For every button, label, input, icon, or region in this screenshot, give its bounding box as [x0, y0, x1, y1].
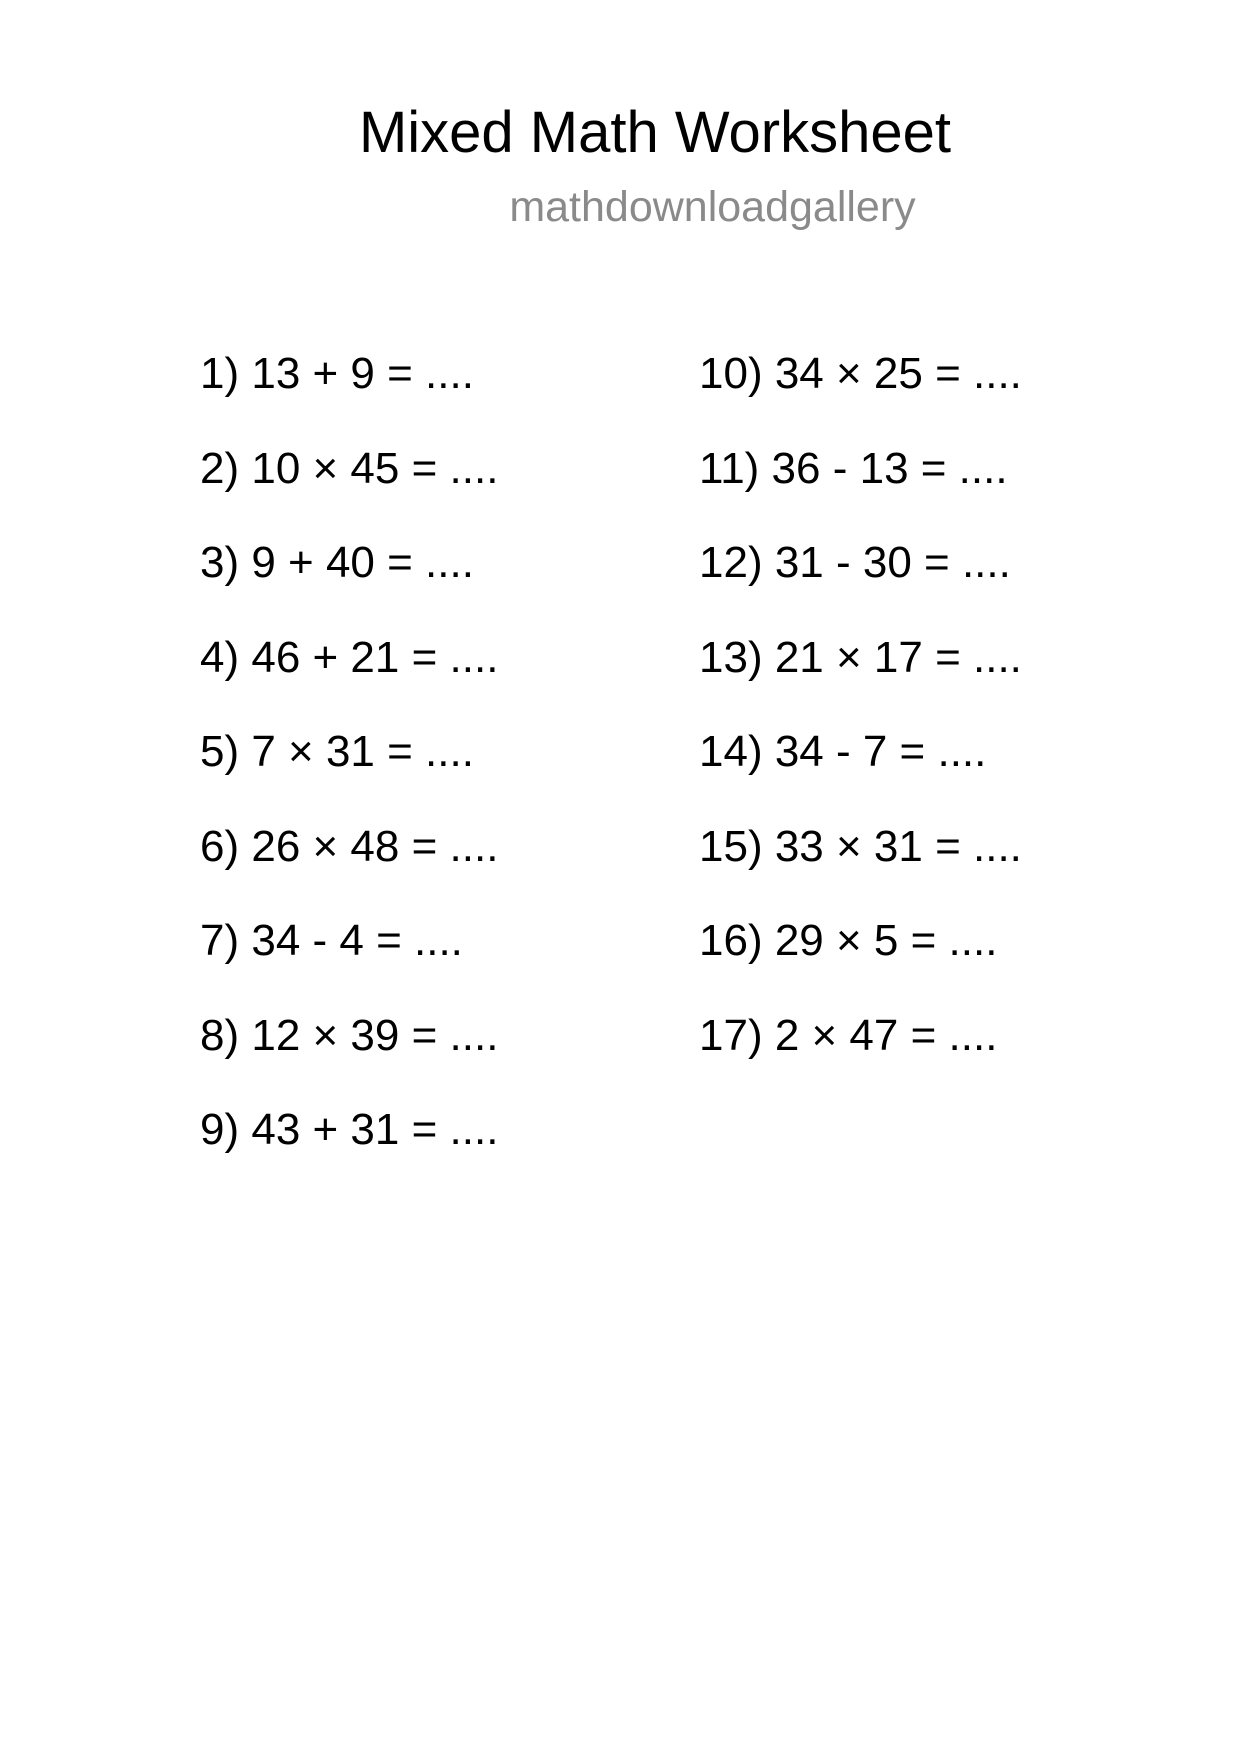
page-subtitle: mathdownloadgallery [509, 183, 916, 231]
problem-item: 17) 2 × 47 = .... [699, 1010, 998, 1060]
problem-item: 3) 9 + 40 = .... [200, 538, 474, 587]
problem-item: 6) 26 × 48 = .... [200, 821, 499, 871]
problem-item: 11) 36 - 13 = .... [699, 443, 1008, 493]
problem-item: 5) 7 × 31 = .... [200, 727, 474, 776]
problem-column-left [200, 345, 498, 1196]
problem-item: 12) 31 - 30 = .... [699, 538, 1011, 587]
problem-item: 7) 34 - 4 = .... [200, 916, 463, 965]
problem-item: 1) 13 + 9 = .... [200, 349, 474, 398]
problem-item: 9) 43 + 31 = .... [200, 1105, 499, 1154]
problem-item: 8) 12 × 39 = .... [200, 1010, 499, 1060]
problem-item: 4) 46 + 21 = .... [200, 632, 499, 682]
problem-item: 2) 10 × 45 = .... [200, 443, 499, 493]
problem-column-right [699, 345, 1022, 1101]
problem-item: 14) 34 - 7 = .... [699, 727, 987, 776]
problem-item: 13) 21 × 17 = .... [699, 632, 1022, 682]
problem-item: 10) 34 × 25 = .... [699, 349, 1022, 398]
page-title: Mixed Math Worksheet [358, 100, 952, 165]
problem-item: 16) 29 × 5 = .... [699, 916, 998, 965]
problem-item: 15) 33 × 31 = .... [699, 821, 1022, 871]
